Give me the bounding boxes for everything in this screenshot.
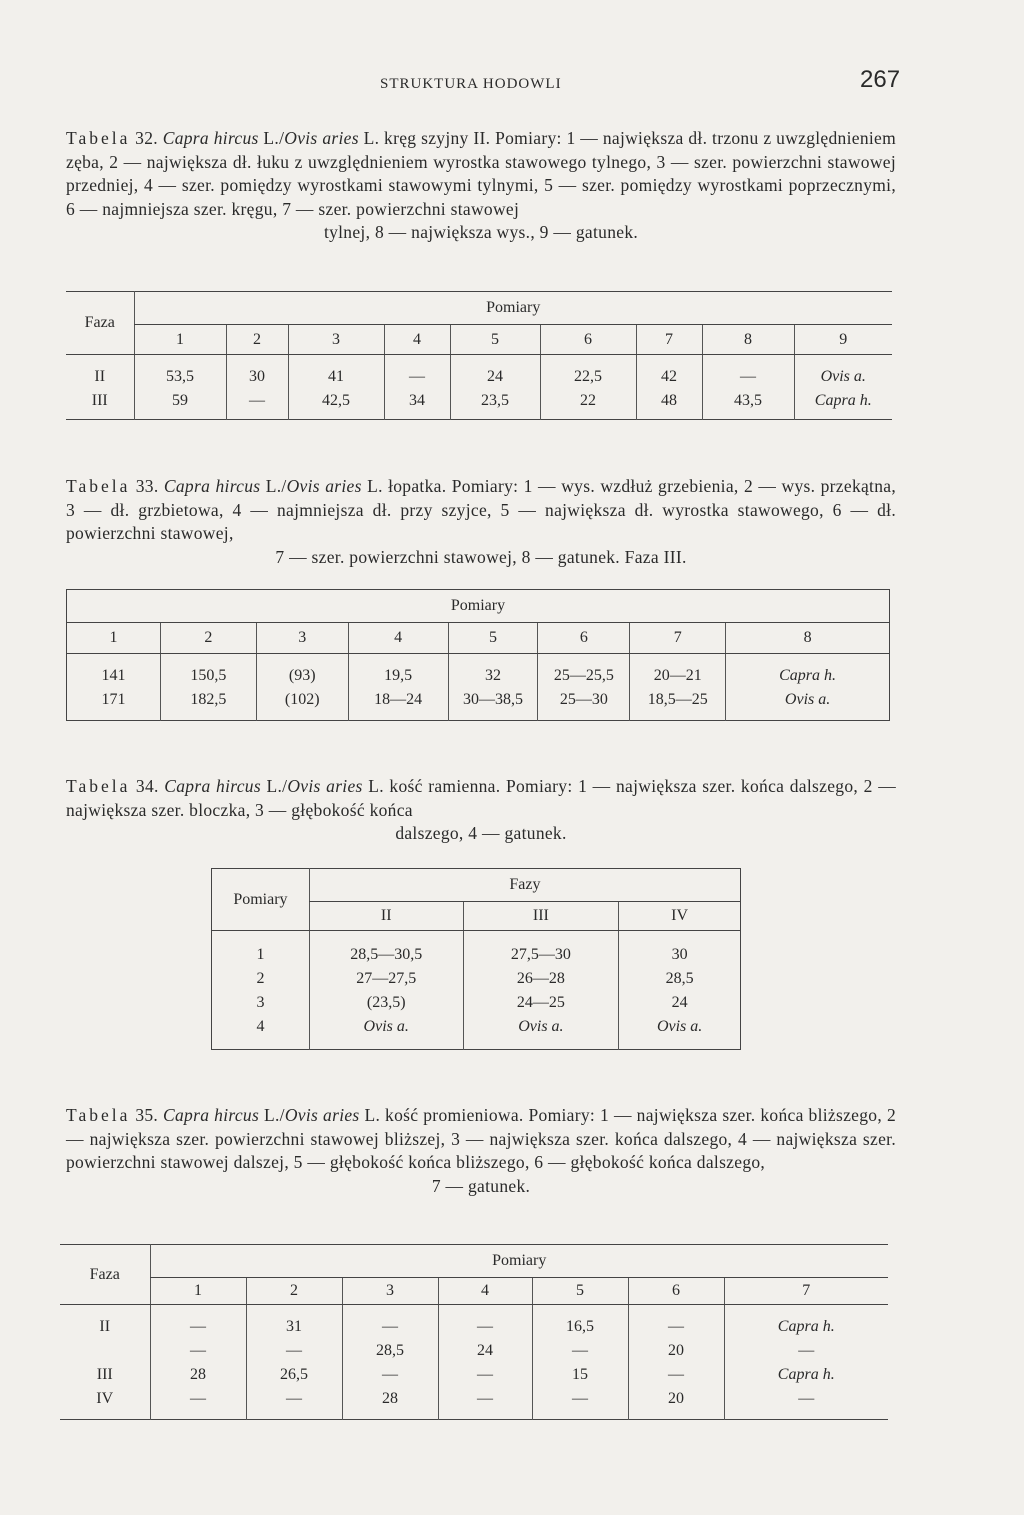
col-header: 1 [134,325,226,355]
pomiary-header: Pomiary [134,292,892,325]
table-32-caption: Tabela 32. Capra hircus L./Ovis aries L. kręg szyjny II. Pomiary: 1 — największa dł. trzonu z uwzględnieniem zęba, 2 — największa dł. łuku z uwzględnieniem wyrostka stawowego tylnego, 3 — szer. powierzchni stawowej przedniej, 4 — szer. pomiędzy wyrostkami stawowymi tylnymi, 5 — szer. pomiędzy wyrostkami poprzecznymi, 6 — najmniejsza szer. kręgu, 7 — szer. powierzchni stawowej tylnej, 8 — największa wys., 9 — gatunek. [66,128,897,242]
col-header: 7 [724,1278,888,1305]
col-header: 6 [540,325,636,355]
col-header: 8 [726,623,890,654]
col-header: 3 [256,623,348,654]
col-header: 9 [794,325,892,355]
table-row: 4 Ovis a. Ovis a. Ovis a. [212,1015,741,1050]
table-32 [66,291,892,420]
table-row: 3 (23,5) 24—25 24 [212,991,741,1015]
col-header: 4 [438,1278,532,1305]
faza-header: Faza [66,292,134,355]
pomiary-header: Pomiary [67,590,890,623]
table-row: III 28 26,5 — — 15 — Capra h. [60,1363,888,1387]
col-header: 8 [702,325,794,355]
table-row: III 59 — 42,5 34 23,5 22 48 43,5 Capra h. [66,389,892,420]
table-row: — — 28,5 24 — 20 — [60,1339,888,1363]
page-number: 267 [860,66,901,93]
col-header: 6 [538,623,630,654]
faza-header: Faza [60,1245,150,1305]
col-header: III [463,902,619,931]
table-35 [60,1244,888,1420]
col-header: 2 [160,623,256,654]
col-header: 4 [384,325,450,355]
running-title: STRUKTURA HODOWLI [380,76,562,92]
table-row: 1 28,5—30,5 27,5—30 30 [212,931,741,968]
table-row: IV — — 28 — — 20 — [60,1387,888,1420]
col-header: 7 [630,623,726,654]
table-34-caption: Tabela 34. Capra hircus L./Ovis aries L. kość ramienna. Pomiary: 1 — największa szer. końca dalszego, 2 — największa szer. bloczka, 3 — głębokość końca dalszego, 4 — gatunek. [66,776,896,843]
page-header [0,66,1024,102]
col-header: 2 [246,1278,342,1305]
col-header: IV [619,902,741,931]
pomiary-header: Pomiary [212,869,310,931]
pomiary-header: Pomiary [150,1245,888,1278]
col-header: 6 [628,1278,724,1305]
col-header: 5 [448,623,538,654]
fazy-header: Fazy [309,869,740,902]
table-row: 141 150,5 (93) 19,5 32 25—25,5 20—21 Capra h. [67,654,890,689]
col-header: 4 [348,623,448,654]
table-row: 2 27—27,5 26—28 28,5 [212,967,741,991]
table-row: II — 31 — — 16,5 — Capra h. [60,1305,888,1340]
table-34 [211,868,741,1050]
col-header: 7 [636,325,702,355]
col-header: 1 [150,1278,246,1305]
col-header: 1 [67,623,161,654]
table-35-caption: Tabela 35. Capra hircus L./Ovis aries L. kość promieniowa. Pomiary: 1 — największa szer. końca bliższego, 2 — największa szer. powierzchni stawowej bliższej, 3 — największa szer. końca dalszego, 4 — największa szer. powierzchni stawowej dalszej, 5 — głębokość końca bliższego, 6 — głębokość końca dalszego, 7 — gatunek. [66,1105,896,1196]
table-33 [66,589,890,721]
col-header: 3 [288,325,384,355]
table-33-caption: Tabela 33. Capra hircus L./Ovis aries L. łopatka. Pomiary: 1 — wys. wzdłuż grzebienia, 2 — wys. przekątna, 3 — dł. grzbietowa, 4 — najmniejsza dł. przy szyjce, 5 — największa dł. wyrostka stawowego, 6 — dł. powierzchni stawowej, 7 — szer. powierzchni stawowej, 8 — gatunek. Faza III. [66,476,897,567]
col-header: 3 [342,1278,438,1305]
col-header: 2 [226,325,288,355]
table-row: II 53,5 30 41 — 24 22,5 42 — Ovis a. [66,355,892,390]
col-header: 5 [450,325,540,355]
col-header: II [309,902,463,931]
table-row: 171 182,5 (102) 18—24 30—38,5 25—30 18,5—25 Ovis a. [67,688,890,721]
col-header: 5 [532,1278,628,1305]
